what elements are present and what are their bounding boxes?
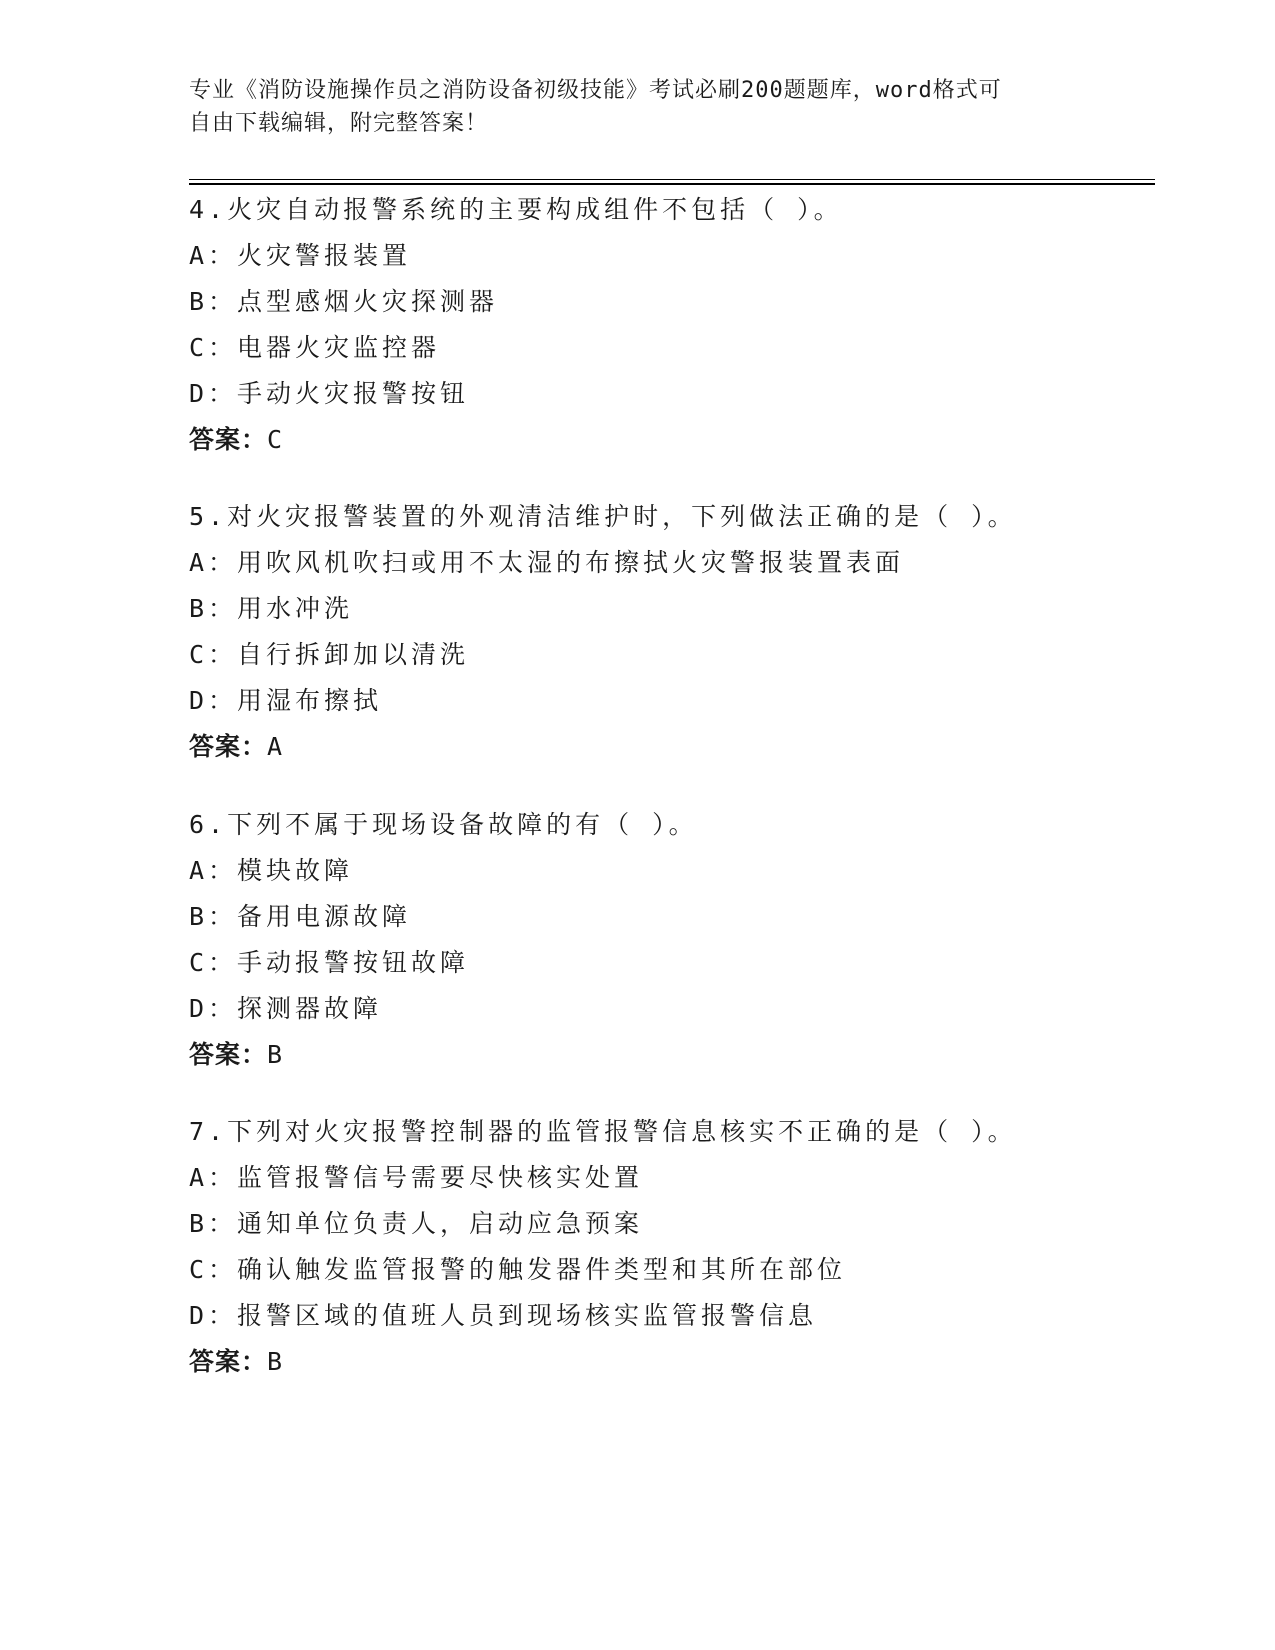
- option-b: B：点型感烟火灾探测器: [189, 287, 499, 316]
- option-c: C：自行拆卸加以清洗: [189, 640, 470, 669]
- question-item: [189, 494, 1149, 770]
- answer-value: B: [267, 1347, 284, 1376]
- question-item: [189, 187, 1149, 463]
- option-d: D：探测器故障: [189, 994, 383, 1023]
- answer-label: 答案：: [189, 425, 268, 454]
- question-item: [189, 1109, 1149, 1385]
- option-d: D：报警区域的值班人员到现场核实监管报警信息: [189, 1301, 818, 1330]
- answer-line: [189, 724, 1149, 770]
- question-stem: 7.下列对火灾报警控制器的监管报警信息核实不正确的是（ ）。: [189, 1117, 1017, 1146]
- header-line-2: 自由下载编辑，附完整答案！: [189, 111, 489, 136]
- answer-label: 答案：: [189, 1347, 268, 1376]
- answer-line: [189, 417, 1149, 463]
- answer-line: [189, 1339, 1149, 1385]
- option-c: C：确认触发监管报警的触发器件类型和其所在部位: [189, 1255, 847, 1284]
- header-line-1: 专业《消防设施操作员之消防设备初级技能》考试必刷200题题库，word格式可: [189, 78, 1002, 103]
- answer-line: [189, 1032, 1149, 1078]
- option-b: B：通知单位负责人，启动应急预案: [189, 1209, 644, 1238]
- option-d: D：用湿布擦拭: [189, 686, 383, 715]
- answer-value: A: [267, 732, 284, 761]
- question-stem: 4.火灾自动报警系统的主要构成组件不包括（ ）。: [189, 195, 843, 224]
- answer-label: 答案：: [189, 732, 268, 761]
- option-a: A：火灾警报装置: [189, 241, 412, 270]
- header-divider-thin: [189, 179, 1155, 180]
- option-d: D：手动火灾报警按钮: [189, 379, 470, 408]
- option-a: A：监管报警信号需要尽快核实处置: [189, 1163, 644, 1192]
- answer-label: 答案：: [189, 1040, 268, 1069]
- header-divider-thick: [189, 183, 1155, 185]
- option-c: C：手动报警按钮故障: [189, 948, 470, 977]
- question-item: [189, 802, 1149, 1078]
- option-a: A：用吹风机吹扫或用不太湿的布擦拭火灾警报装置表面: [189, 548, 905, 577]
- question-stem: 5.对火灾报警装置的外观清洁维护时，下列做法正确的是（ ）。: [189, 502, 1017, 531]
- answer-value: B: [267, 1040, 284, 1069]
- answer-value: C: [267, 425, 284, 454]
- option-b: B：备用电源故障: [189, 902, 412, 931]
- question-stem: 6.下列不属于现场设备故障的有（ ）。: [189, 810, 698, 839]
- option-a: A：模块故障: [189, 856, 354, 885]
- option-c: C：电器火灾监控器: [189, 333, 441, 362]
- document-header: [189, 74, 1089, 140]
- option-b: B：用水冲洗: [189, 594, 354, 623]
